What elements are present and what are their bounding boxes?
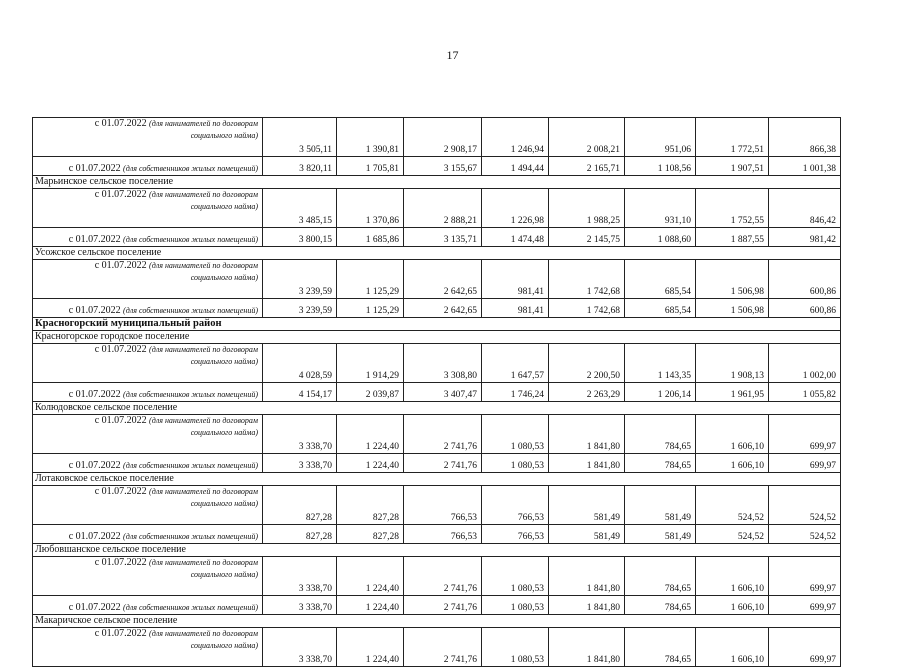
date-label: с 01.07.2022 — [68, 460, 121, 471]
tariff-value: 1 841,80 — [549, 596, 625, 615]
settlement-title: Макаричское сельское поселение — [33, 615, 841, 628]
tariff-value: 1 841,80 — [549, 628, 625, 667]
tariff-value: 699,97 — [769, 415, 841, 454]
owners-tariff-row — [33, 525, 841, 544]
tariff-value: 1 224,40 — [337, 415, 404, 454]
owners-tariff-row — [33, 454, 841, 473]
tariff-table — [32, 117, 841, 667]
tariff-value: 2 145,75 — [549, 228, 625, 247]
tariff-value: 2 039,87 — [337, 383, 404, 402]
tenants-label-line1: (для нанимателей по договорам — [149, 261, 258, 270]
settlement-header-row — [33, 402, 841, 415]
tariff-value: 827,28 — [337, 525, 404, 544]
date-label: с 01.07.2022 — [94, 118, 147, 129]
tariff-value: 1 390,81 — [337, 118, 404, 157]
tenants-tariff-row — [33, 486, 841, 525]
tariff-value: 600,86 — [769, 299, 841, 318]
tariff-value: 1 494,44 — [482, 157, 549, 176]
tariff-value: 1 841,80 — [549, 415, 625, 454]
tariff-value: 1 742,68 — [549, 260, 625, 299]
tariff-value: 524,52 — [769, 525, 841, 544]
tariff-value: 1 474,48 — [482, 228, 549, 247]
tariff-value: 766,53 — [482, 525, 549, 544]
tenants-label-line2: социального найма) — [190, 202, 258, 211]
tariff-value: 1 224,40 — [337, 628, 404, 667]
tariff-value: 1 961,95 — [696, 383, 769, 402]
tenants-label-line1: (для нанимателей по договорам — [149, 416, 258, 425]
tariff-value: 3 485,15 — [263, 189, 337, 228]
tariff-value: 1 080,53 — [482, 596, 549, 615]
row-label — [33, 454, 263, 473]
tenants-label-line1: (для нанимателей по договорам — [149, 558, 258, 567]
tenants-label-line2: социального найма) — [190, 273, 258, 282]
tariff-value: 766,53 — [404, 486, 482, 525]
tariff-value: 784,65 — [625, 628, 696, 667]
row-label — [33, 157, 263, 176]
tariff-value: 981,41 — [482, 299, 549, 318]
tariff-value: 699,97 — [769, 557, 841, 596]
owners-tariff-row — [33, 299, 841, 318]
tariff-value: 827,28 — [337, 486, 404, 525]
date-label: с 01.07.2022 — [94, 344, 147, 355]
tariff-value: 1 125,29 — [337, 299, 404, 318]
tariff-value: 4 028,59 — [263, 344, 337, 383]
tenants-tariff-row — [33, 189, 841, 228]
page-number: 17 — [446, 48, 459, 62]
tariff-value: 1 224,40 — [337, 557, 404, 596]
tariff-value: 2 642,65 — [404, 260, 482, 299]
tenants-tariff-row — [33, 344, 841, 383]
tariff-value: 1 125,29 — [337, 260, 404, 299]
tariff-value: 3 338,70 — [263, 454, 337, 473]
tariff-value: 981,41 — [482, 260, 549, 299]
tariff-value: 4 154,17 — [263, 383, 337, 402]
tariff-value: 784,65 — [625, 596, 696, 615]
row-label — [33, 628, 263, 667]
tariff-value: 581,49 — [549, 525, 625, 544]
tariff-value: 2 200,50 — [549, 344, 625, 383]
tariff-value: 784,65 — [625, 557, 696, 596]
row-label — [33, 383, 263, 402]
row-label — [33, 228, 263, 247]
tenants-tariff-row — [33, 415, 841, 454]
tariff-value: 1 108,56 — [625, 157, 696, 176]
tariff-value: 2 908,17 — [404, 118, 482, 157]
settlement-title: Любовшанское сельское поселение — [33, 544, 841, 557]
tariff-value: 1 752,55 — [696, 189, 769, 228]
tenants-label-line1: (для нанимателей по договорам — [149, 190, 258, 199]
owners-label: (для собственников жилых помещений) — [123, 164, 258, 173]
tariff-value: 2 888,21 — [404, 189, 482, 228]
tariff-value: 1 705,81 — [337, 157, 404, 176]
tariff-value: 827,28 — [263, 486, 337, 525]
tariff-value: 2 741,76 — [404, 557, 482, 596]
tariff-value: 2 741,76 — [404, 628, 482, 667]
settlement-header-row — [33, 544, 841, 557]
tariff-value: 1 606,10 — [696, 454, 769, 473]
owners-label: (для собственников жилых помещений) — [123, 461, 258, 470]
district-title: Красногорский муниципальный район — [33, 318, 841, 331]
tariff-value: 3 239,59 — [263, 260, 337, 299]
tariff-value: 3 155,67 — [404, 157, 482, 176]
row-label — [33, 189, 263, 228]
row-label — [33, 486, 263, 525]
row-label — [33, 299, 263, 318]
tariff-value: 2 741,76 — [404, 415, 482, 454]
tariff-value: 1 647,57 — [482, 344, 549, 383]
tariff-value: 1 506,98 — [696, 299, 769, 318]
tariff-value: 1 080,53 — [482, 628, 549, 667]
row-label — [33, 525, 263, 544]
tariff-value: 1 988,25 — [549, 189, 625, 228]
tariff-value: 766,53 — [482, 486, 549, 525]
tariff-value: 1 746,24 — [482, 383, 549, 402]
tariff-value: 827,28 — [263, 525, 337, 544]
settlement-title: Усожское сельское поселение — [33, 247, 841, 260]
row-label — [33, 415, 263, 454]
tenants-tariff-row — [33, 118, 841, 157]
date-label: с 01.07.2022 — [94, 557, 147, 568]
owners-tariff-row — [33, 228, 841, 247]
tariff-value: 1 080,53 — [482, 557, 549, 596]
date-label: с 01.07.2022 — [68, 163, 121, 174]
tariff-value: 685,54 — [625, 260, 696, 299]
tariff-value: 3 820,11 — [263, 157, 337, 176]
tenants-label-line1: (для нанимателей по договорам — [149, 345, 258, 354]
tenants-label-line2: социального найма) — [190, 641, 258, 650]
tariff-value: 784,65 — [625, 454, 696, 473]
tariff-value: 1 246,94 — [482, 118, 549, 157]
tariff-value: 1 606,10 — [696, 596, 769, 615]
tenants-label-line2: социального найма) — [190, 428, 258, 437]
tariff-value: 1 206,14 — [625, 383, 696, 402]
tariff-value: 1 841,80 — [549, 454, 625, 473]
date-label: с 01.07.2022 — [68, 389, 121, 400]
tariff-value: 1 370,86 — [337, 189, 404, 228]
date-label: с 01.07.2022 — [94, 628, 147, 639]
tariff-value: 581,49 — [625, 486, 696, 525]
tariff-value: 3 338,70 — [263, 415, 337, 454]
tariff-value: 2 263,29 — [549, 383, 625, 402]
settlement-title: Красногорское городское поселение — [33, 331, 841, 344]
owners-label: (для собственников жилых помещений) — [123, 603, 258, 612]
tariff-value: 931,10 — [625, 189, 696, 228]
tariff-value: 2 741,76 — [404, 454, 482, 473]
tariff-value: 1 055,82 — [769, 383, 841, 402]
tariff-value: 524,52 — [769, 486, 841, 525]
date-label: с 01.07.2022 — [94, 415, 147, 426]
tariff-value: 1 002,00 — [769, 344, 841, 383]
tenants-label-line1: (для нанимателей по договорам — [149, 487, 258, 496]
settlement-title: Лотаковское сельское поселение — [33, 473, 841, 486]
tariff-value: 685,54 — [625, 299, 696, 318]
settlement-title: Колюдовское сельское поселение — [33, 402, 841, 415]
row-label — [33, 260, 263, 299]
tariff-value: 3 800,15 — [263, 228, 337, 247]
tariff-value: 846,42 — [769, 189, 841, 228]
owners-label: (для собственников жилых помещений) — [123, 235, 258, 244]
tariff-value: 1 887,55 — [696, 228, 769, 247]
settlement-header-row — [33, 331, 841, 344]
tariff-value: 1 606,10 — [696, 557, 769, 596]
tariff-value: 3 338,70 — [263, 628, 337, 667]
tariff-value: 1 908,13 — [696, 344, 769, 383]
owners-label: (для собственников жилых помещений) — [123, 306, 258, 315]
row-label — [33, 596, 263, 615]
tariff-value: 1 001,38 — [769, 157, 841, 176]
date-label: с 01.07.2022 — [94, 486, 147, 497]
tariff-value: 766,53 — [404, 525, 482, 544]
tenants-label-line1: (для нанимателей по договорам — [149, 629, 258, 638]
tariff-value: 1 606,10 — [696, 415, 769, 454]
tariff-value: 1 907,51 — [696, 157, 769, 176]
tariff-value: 2 642,65 — [404, 299, 482, 318]
tariff-value: 2 008,21 — [549, 118, 625, 157]
tariff-value: 1 606,10 — [696, 628, 769, 667]
tariff-value: 1 506,98 — [696, 260, 769, 299]
owners-tariff-row — [33, 596, 841, 615]
tariff-value: 1 080,53 — [482, 415, 549, 454]
tariff-value: 951,06 — [625, 118, 696, 157]
tariff-value: 3 239,59 — [263, 299, 337, 318]
tariff-value: 524,52 — [696, 525, 769, 544]
tariff-value: 3 338,70 — [263, 596, 337, 615]
owners-label: (для собственников жилых помещений) — [123, 390, 258, 399]
tenants-label-line2: социального найма) — [190, 570, 258, 579]
tariff-value: 1 742,68 — [549, 299, 625, 318]
tariff-value: 3 338,70 — [263, 557, 337, 596]
tariff-value: 699,97 — [769, 628, 841, 667]
settlement-header-row — [33, 615, 841, 628]
tenants-label-line2: социального найма) — [190, 131, 258, 140]
date-label: с 01.07.2022 — [68, 531, 121, 542]
date-label: с 01.07.2022 — [68, 234, 121, 245]
tenants-label-line2: социального найма) — [190, 357, 258, 366]
tariff-value: 600,86 — [769, 260, 841, 299]
tariff-value: 1 143,35 — [625, 344, 696, 383]
tariff-value: 1 224,40 — [337, 596, 404, 615]
tariff-value: 1 841,80 — [549, 557, 625, 596]
row-label — [33, 344, 263, 383]
tariff-value: 581,49 — [549, 486, 625, 525]
settlement-title: Марьинское сельское поселение — [33, 176, 841, 189]
settlement-header-row — [33, 247, 841, 260]
tenants-label-line1: (для нанимателей по договорам — [149, 119, 258, 128]
owners-tariff-row — [33, 383, 841, 402]
tariff-value: 524,52 — [696, 486, 769, 525]
tariff-value: 1 088,60 — [625, 228, 696, 247]
owners-label: (для собственников жилых помещений) — [123, 532, 258, 541]
district-header-row — [33, 318, 841, 331]
row-label — [33, 118, 263, 157]
tenants-tariff-row — [33, 628, 841, 667]
tenants-tariff-row — [33, 557, 841, 596]
tariff-value: 3 135,71 — [404, 228, 482, 247]
tenants-label-line2: социального найма) — [190, 499, 258, 508]
tariff-value: 1 914,29 — [337, 344, 404, 383]
tariff-value: 2 741,76 — [404, 596, 482, 615]
tariff-value: 1 226,98 — [482, 189, 549, 228]
tariff-value: 3 407,47 — [404, 383, 482, 402]
tenants-tariff-row — [33, 260, 841, 299]
date-label: с 01.07.2022 — [68, 305, 121, 316]
tariff-value: 981,42 — [769, 228, 841, 247]
date-label: с 01.07.2022 — [94, 260, 147, 271]
tariff-value: 1 685,86 — [337, 228, 404, 247]
tariff-value: 1 224,40 — [337, 454, 404, 473]
date-label: с 01.07.2022 — [94, 189, 147, 200]
tariff-value: 3 308,80 — [404, 344, 482, 383]
tariff-value: 699,97 — [769, 596, 841, 615]
tariff-value: 1 080,53 — [482, 454, 549, 473]
date-label: с 01.07.2022 — [68, 602, 121, 613]
row-label — [33, 557, 263, 596]
tariff-value: 1 772,51 — [696, 118, 769, 157]
settlement-header-row — [33, 473, 841, 486]
owners-tariff-row — [33, 157, 841, 176]
tariff-value: 2 165,71 — [549, 157, 625, 176]
settlement-header-row — [33, 176, 841, 189]
tariff-value: 581,49 — [625, 525, 696, 544]
tariff-value: 3 505,11 — [263, 118, 337, 157]
tariff-value: 866,38 — [769, 118, 841, 157]
tariff-value: 784,65 — [625, 415, 696, 454]
tariff-value: 699,97 — [769, 454, 841, 473]
